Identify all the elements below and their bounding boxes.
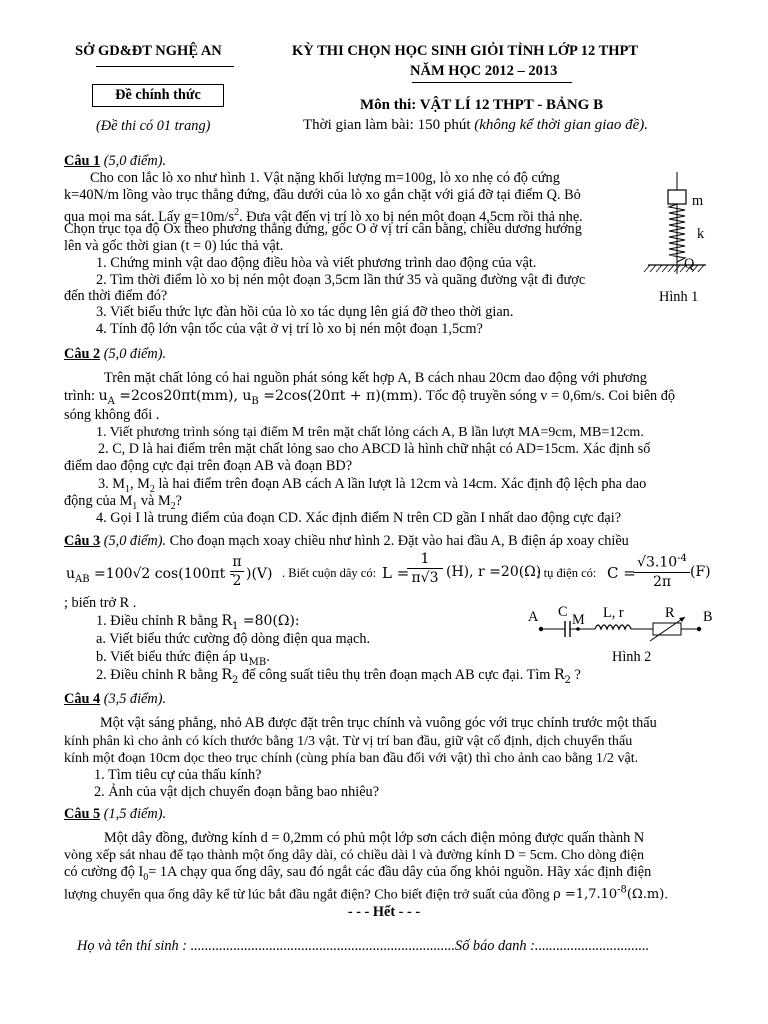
q5-l4-end: .: [664, 887, 668, 903]
q3-eq-u: [66, 566, 234, 585]
q1-sup: 2: [234, 207, 240, 218]
q3-frac-C: [634, 550, 690, 591]
q1-sub3: 3. Viết biểu thức lực đàn hồi của lò xo tác dụng lên giá đỡ theo thời gian.: [96, 304, 514, 320]
q2-s3sub1: 1: [125, 483, 131, 495]
figure-1-k: k: [697, 226, 705, 242]
q3-two: 2: [230, 571, 244, 590]
q1-line5: lên và gốc thời gian (t = 0) lúc thả vật.: [64, 238, 284, 254]
time-prefix: Thời gian làm bài: 150 phút: [303, 117, 475, 133]
q2-s3b3: ?: [175, 493, 183, 509]
figure-1-m: m: [692, 193, 704, 209]
q3-label: Câu 3: [64, 533, 101, 549]
q3-coil-text: . Biết cuộn dây có:: [282, 566, 377, 580]
q5-l3-2: = 1A chạy qua ống dây, sau đó ngắt các đầu dây của ống khỏi nguồn. Hãy xác định điện: [148, 864, 652, 880]
q2-sub4: 4. Gọi I là trung điểm của đoạn CD. Xác định điểm N trên CD gần I nhất dao động cực đại?: [96, 510, 622, 526]
pages-note: (Đề thi có 01 trang): [96, 118, 211, 134]
q4-sub1: 1. Tìm tiêu cự của thấu kính?: [94, 767, 262, 783]
q5-rho: ρ =1,7.10: [553, 887, 618, 903]
q2-eq-a-rest: =2cos20πt(mm), u: [114, 388, 252, 404]
q4-line1: Một vật sáng phẳng, nhỏ AB được đặt trên trục chính và vuông góc với trục chính trước một thấu: [100, 715, 657, 731]
figure-2-m: M: [572, 612, 585, 628]
q3-s2-sub: 2: [232, 674, 239, 686]
department-name: SỞ GD&ĐT NGHỆ AN: [75, 43, 222, 59]
q2-s3sub2: 2: [149, 483, 155, 495]
q3-pi: π: [232, 554, 242, 570]
q4-label: Câu 4: [64, 691, 101, 707]
exam-title-line1: KỲ THI CHỌN HỌC SINH GIỎI TỈNH LỚP 12 THPT: [292, 43, 639, 59]
q3-L-num: 1: [420, 551, 430, 567]
q3-C-rest: (F): [690, 564, 711, 580]
q3-s1c-end: .: [266, 649, 270, 665]
q5-l3-1: có cường độ I: [64, 864, 144, 880]
q5-label: Câu 5: [64, 806, 101, 822]
q1-line1: Cho con lắc lò xo như hình 1. Vật nặng khối lượng m=100g, lò xo nhẹ có độ cứng: [90, 170, 560, 186]
q5-line2: vòng xếp sát nhau để tạo thành một ống dây dài, có chiều dài l và đường kính D = 5cm. Cho dòng điện: [64, 847, 645, 863]
q2-eq-b-rest: =2cos(20πt + π)(mm).: [258, 388, 423, 404]
end-marker: - - - Hết - - -: [347, 904, 421, 920]
q3-u-end: )(V): [246, 566, 273, 582]
q3-s1-eq-rest: =80(Ω):: [238, 613, 300, 629]
q5-rho-rest: (Ω.m): [626, 887, 665, 903]
q4-points: (3,5 điểm).: [100, 691, 167, 707]
q5-l3-sub: 0: [143, 871, 149, 883]
q2-s3b1: động của M: [64, 493, 133, 509]
q3-u-rest: =100√2 cos(100πt -: [89, 566, 235, 582]
figure-1-q: Q: [684, 256, 695, 272]
figure-2-r: R: [665, 605, 675, 621]
q5-rho-eq: [553, 887, 664, 902]
q3-s1c-sub: MB: [248, 656, 267, 668]
q2-eq-sub-a: A: [107, 395, 115, 407]
q4-heading: [64, 691, 714, 708]
q5-heading: [64, 806, 714, 823]
q2-s3bsub2: 2: [170, 500, 176, 512]
q5-l4: lượng chuyển qua ống dây kể từ lúc bắt đầu ngắt điện? Cho biết điện trở suất của đồng: [64, 887, 554, 903]
q4-line3: kính một đoạn 10cm dọc theo trục chính (cùng phía ban đầu đối với vật) thì cho ảnh cao bằng 1/2 vật.: [64, 750, 639, 766]
time-line: [303, 117, 648, 134]
q3-cap-text: ; tụ điện có:: [537, 566, 597, 580]
q2-s3a1: 3. M: [98, 476, 126, 492]
figure-2-lr: L, r: [603, 605, 624, 621]
q2-sub2a: 2. C, D là hai điểm trên mặt chất lỏng sao cho ABCD là hình chữ nhật có AD=15cm. Xác định số: [98, 441, 651, 457]
time-note: (không kể thời gian giao đề).: [474, 117, 649, 133]
q3-heading: [64, 533, 714, 550]
q3-s2-R: R: [221, 667, 233, 683]
q2-sub1: 1. Viết phương trình sóng tại điểm M trên mặt chất lỏng cách A, B lần lượt MA=9cm, MB=12cm.: [96, 425, 644, 440]
q3-line1: Cho đoạn mạch xoay chiều như hình 2. Đặt vào hai đầu A, B điện áp xoay chiều: [166, 533, 629, 549]
q1-heading: [64, 153, 714, 170]
q5-points: (1,5 điểm).: [100, 806, 167, 822]
q2-heading: [64, 346, 714, 363]
q3-u-sub: AB: [75, 573, 90, 585]
official-label: Đề chính thức: [92, 84, 224, 107]
q2-suffix: Tốc độ truyền sóng v = 0,6m/s. Coi biên độ: [422, 388, 676, 404]
q3-L-den: π√3: [407, 568, 443, 587]
q2-points: (5,0 điểm).: [100, 346, 167, 362]
q1-line4: Chọn trục tọa độ Ox theo phương thẳng đứng, gốc O ở vị trí cân bằng, chiều dương hướng: [64, 221, 582, 237]
q3-sub2: [96, 667, 746, 689]
q3-s1c: b. Viết biểu thức điện áp: [96, 649, 240, 665]
q5-rho-exp: -8: [617, 885, 627, 896]
q1-sub2b: đến thời điểm đó?: [64, 288, 168, 304]
figure-1-caption: Hình 1: [659, 289, 699, 305]
q3-L-rest: (H), r =20(Ω): [446, 564, 542, 580]
q3-s2-1: 2. Điều chỉnh R bằng: [96, 667, 222, 683]
q3-s2-sub2: 2: [564, 674, 571, 686]
candidate-line: Họ và tên thí sinh : ..........................................................................Số báo danh :................................: [77, 938, 650, 954]
q3-points: (5,0 điểm).: [100, 533, 167, 549]
q3-s1-eq: [221, 613, 300, 632]
q3-s2-R2-wrap: [554, 667, 571, 686]
q1-label: Câu 1: [64, 153, 101, 169]
q1-sub1: 1. Chứng minh vật dao động điều hòa và viết phương trình dao động của vật.: [96, 255, 537, 271]
q1-line3b: . Đưa vật đến vị trí lò xo bị nén một đoạn 4,5cm rồi thả nhẹ.: [239, 208, 583, 225]
title-underline: [412, 82, 572, 83]
q4-sub2: 2. Ảnh của vật dịch chuyển đoạn bằng bao nhiêu?: [94, 784, 380, 800]
figure-2-b: B: [703, 609, 713, 625]
q3-eq-L: L =: [382, 564, 410, 582]
figure-2-caption: Hình 2: [612, 649, 652, 665]
q2-s3bsub1: 1: [132, 500, 138, 512]
q3-s2-2: để công suất tiêu thụ trên đoạn mạch AB cực đại. Tìm: [238, 667, 554, 683]
figure-1-spring: [640, 170, 710, 280]
q2-s3a3: là hai điểm trên đoạn AB cách A lần lượt là 12cm và 14cm. Xác định độ lệch pha dao: [154, 476, 647, 492]
q2-eq-sub-b: B: [251, 395, 259, 407]
header-underline: [96, 66, 234, 67]
q3-eq-C: C =: [607, 564, 636, 582]
q3-C-exp: -4: [677, 553, 687, 564]
q2-eq: [98, 388, 423, 407]
q3-s1a: 1. Điều chỉnh R bằng: [96, 613, 222, 629]
q3-frac-pi: [230, 553, 244, 590]
exam-title-line2: NĂM HỌC 2012 – 2013: [410, 63, 558, 79]
q3-s1-R: R: [221, 613, 233, 629]
q2-eq-u: u: [98, 388, 108, 404]
q3-s1c-u-wrap: [239, 649, 267, 668]
q2-s3b2: và M: [137, 493, 171, 509]
q5-line4: [64, 882, 714, 903]
q3-s2-3: ?: [570, 667, 581, 683]
q2-label: Câu 2: [64, 346, 101, 362]
q5-line1: Một dây đồng, đường kính d = 0,2mm có phủ một lớp sơn cách điện mỏng được quấn thành N: [104, 830, 645, 846]
subject-line: Môn thi: VẬT LÍ 12 THPT - BẢNG B: [360, 97, 604, 113]
q3-line3: ; biến trở R .: [64, 595, 137, 611]
q3-u: u: [66, 566, 76, 582]
q3-s2-R-wrap: [221, 667, 239, 686]
q1-sub2a: 2. Tìm thời điểm lò xo bị nén một đoạn 3,5cm lần thứ 35 và quãng đường vật đi được: [96, 272, 586, 288]
q3-C-num: √3.10: [637, 554, 678, 571]
figure-2-c: C: [558, 604, 568, 620]
q3-s1c-u: u: [239, 649, 249, 665]
figure-2-a: A: [528, 609, 539, 625]
q3-C-den: 2π: [634, 572, 690, 591]
q3-frac-L: [407, 550, 443, 587]
q1-points: (5,0 điểm).: [100, 153, 167, 169]
q3-s1-R-sub: 1: [232, 620, 239, 632]
q1-sub4: 4. Tính độ lớn vận tốc của vật ở vị trí lò xo bị nén một đoạn 1,5cm?: [96, 321, 483, 337]
q4-line2: kính phân kì cho ảnh có kích thước bằng 1/3 vật. Từ vị trí ban đầu, giữ vật cố định, dịch chuyển thấu: [64, 733, 633, 749]
q2-line3: sóng không đổi .: [64, 407, 160, 423]
q2-sub2b: điểm dao động cực đại trên đoạn AB và đoạn BD?: [64, 458, 353, 474]
q1-line2: k=40N/m lồng vào trục thẳng đứng, đầu dưới của lò xo gắn chặt với giá đỡ tại điểm Q. Bỏ: [64, 187, 581, 203]
q3-sub1a: a. Viết biểu thức cường độ dòng điện qua mạch.: [96, 631, 371, 647]
q3-s2-R2: R: [554, 667, 565, 683]
q1-line3a: qua mọi ma sát. Lấy g=10m/s: [64, 208, 235, 225]
q2-prefix: trình:: [64, 388, 99, 404]
q2-s3a2: , M: [130, 476, 150, 492]
q2-line1: Trên mặt chất lỏng có hai nguồn phát sóng kết hợp A, B cách nhau 20cm dao động với phương: [104, 370, 647, 386]
